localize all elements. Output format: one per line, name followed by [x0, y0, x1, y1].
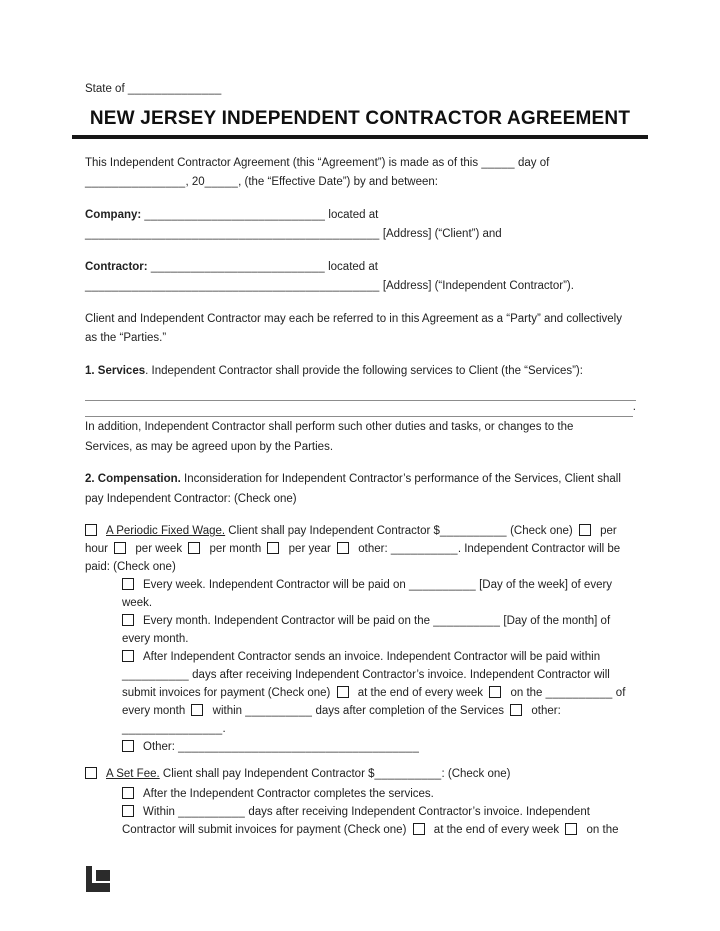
paragraph-sub-week	[85, 576, 636, 612]
text-span: per month	[206, 543, 265, 555]
text-span: Client and Independent Contractor may each be referred to in this Agreement as a “Party” and collectively	[85, 312, 622, 325]
text-span: as the “Parties.”	[85, 332, 167, 344]
text-line	[85, 470, 636, 490]
text-line	[85, 402, 636, 417]
text-line	[85, 765, 636, 783]
text-span: In addition, Independent Contractor shall perform such other duties and tasks, or changes to the	[85, 421, 574, 433]
text-span: A Set Fee.	[106, 768, 160, 780]
text-span: [Day of the week] of every	[475, 579, 613, 591]
text-line	[85, 540, 636, 558]
fill-blank[interactable]: ____________________________________________	[85, 280, 380, 292]
text-line	[85, 630, 636, 648]
fill-blank[interactable]: __________	[374, 768, 442, 780]
fill-blank[interactable]: __________	[245, 705, 313, 717]
text-span: [Day of the month] of	[500, 615, 611, 627]
checkbox[interactable]	[337, 542, 349, 554]
fill-blank[interactable]: __________	[408, 579, 476, 591]
text-span: submit invoices for payment (Check one)	[122, 687, 334, 699]
fill-blank[interactable]: ______________	[127, 83, 222, 95]
text-line	[85, 258, 636, 278]
paragraph-sub-other	[85, 738, 636, 756]
text-line	[85, 386, 636, 401]
checkbox[interactable]	[122, 740, 134, 752]
text-span: located at	[324, 260, 378, 273]
text-span: day of	[514, 156, 550, 169]
text-line	[85, 362, 636, 382]
text-span: , (the “Effective Date”) by and between:	[238, 176, 438, 188]
paragraph-compensation	[85, 470, 636, 509]
text-span: State of	[85, 83, 128, 95]
fill-blank[interactable]: _______________	[122, 723, 223, 735]
text-span: . Independent Contractor shall provide the following services to Client (the “Services”):	[145, 364, 583, 377]
text-line	[85, 418, 636, 438]
text-span: After Independent Contractor sends an invoice. Independent Contractor will be paid within	[143, 651, 601, 663]
paragraph-state	[85, 80, 636, 100]
text-span: Within	[143, 806, 179, 818]
text-line	[85, 310, 636, 330]
text-line	[85, 738, 636, 756]
checkbox[interactable]	[122, 614, 134, 626]
fill-blank[interactable]: __________	[390, 543, 458, 555]
fill-blank[interactable]: __________________________	[150, 260, 325, 273]
paragraph-sub-invoice	[85, 648, 636, 738]
text-span: at the end of every week	[430, 824, 563, 836]
text-line	[85, 803, 636, 821]
text-span: of	[612, 687, 626, 699]
text-line	[85, 648, 636, 666]
text-span: every month.	[122, 633, 189, 645]
text-span: [Address] (“Client”) and	[379, 228, 502, 240]
text-span: Client shall pay Independent Contractor $	[225, 525, 440, 537]
text-span: days after completion of the Services	[312, 705, 508, 717]
text-span: hour	[85, 543, 112, 555]
text-span: : (Check one)	[441, 768, 511, 780]
text-span: Services, as may be agreed upon by the Parties.	[85, 440, 334, 453]
text-span: at the end of every week	[354, 687, 487, 699]
fill-blank[interactable]: __________	[439, 525, 507, 537]
fill-blank[interactable]: ____________________________________	[178, 741, 420, 753]
text-span: other:	[528, 705, 561, 717]
text-line	[85, 720, 636, 738]
text-span: days after receiving Independent Contractor’s invoice. Independent Contractor will	[188, 669, 610, 681]
paragraph-contractor	[85, 258, 636, 297]
text-span: Every month. Independent Contractor will be paid on the	[143, 615, 434, 627]
text-line	[85, 154, 636, 174]
paragraph-service-rules	[85, 386, 636, 417]
paragraph-addition	[85, 418, 636, 457]
text-span: .	[632, 400, 636, 413]
paragraph-sub-completes	[85, 785, 636, 803]
fill-blank[interactable]: __________	[122, 669, 189, 681]
text-span: 2. Compensation.	[85, 473, 181, 485]
paragraph-services	[85, 362, 636, 382]
legal-templates-logo	[86, 866, 110, 892]
paragraph-setfee	[85, 765, 636, 783]
text-line	[85, 522, 636, 540]
fill-blank[interactable]: __________	[433, 615, 501, 627]
fill-blank[interactable]: __________	[178, 806, 246, 818]
paragraph-sub-month	[85, 612, 636, 648]
paragraph-periodic	[85, 522, 636, 576]
checkbox[interactable]	[85, 524, 97, 536]
checkbox[interactable]	[337, 686, 349, 698]
text-line	[85, 684, 636, 702]
text-line	[85, 206, 636, 226]
checkbox[interactable]	[510, 704, 522, 716]
text-span: This Independent Contractor Agreement (this “Agreement”) is made as of this	[85, 156, 482, 169]
text-line	[85, 785, 636, 803]
text-span: 1. Services	[85, 364, 146, 377]
text-span: (Check one)	[506, 525, 576, 537]
text-line	[85, 329, 636, 349]
checkbox[interactable]	[565, 823, 577, 835]
document-title: NEW JERSEY INDEPENDENT CONTRACTOR AGREEMENT	[72, 106, 648, 139]
text-line	[85, 438, 636, 458]
services-fill-line[interactable]	[85, 414, 633, 417]
text-span: located at	[325, 208, 379, 221]
text-span: . Independent Contractor will be	[457, 543, 621, 555]
text-span: on the	[507, 687, 546, 699]
paragraph-sub-within	[85, 803, 636, 839]
text-span: Contractor:	[85, 260, 151, 273]
checkbox[interactable]	[191, 704, 203, 716]
fill-blank[interactable]: __________	[545, 687, 613, 699]
paragraph-intro	[85, 154, 636, 193]
text-span: per year	[285, 543, 335, 555]
checkbox[interactable]	[122, 578, 134, 590]
text-span: .	[222, 723, 226, 735]
text-span: on the	[583, 824, 619, 836]
checkbox[interactable]	[413, 823, 425, 835]
logo-bottom-bar	[86, 883, 110, 892]
checkbox[interactable]	[267, 542, 279, 554]
paragraph-parties	[85, 310, 636, 349]
checkbox[interactable]	[188, 542, 200, 554]
text-span: days after receiving Independent Contractor’s invoice. Independent	[245, 806, 590, 818]
text-span: per	[596, 525, 617, 537]
fill-blank[interactable]: ____________________________________________	[85, 228, 380, 240]
text-line	[85, 666, 636, 684]
text-span: paid: (Check one)	[85, 561, 176, 573]
paragraph-company	[85, 206, 636, 245]
fill-blank[interactable]: _____	[481, 156, 515, 169]
logo-square	[96, 870, 110, 881]
text-span: other:	[355, 543, 391, 555]
text-span: week.	[122, 597, 153, 609]
text-span: , 20	[185, 176, 205, 188]
checkbox[interactable]	[122, 787, 134, 799]
text-span: Client shall pay Independent Contractor $	[159, 768, 375, 780]
text-line	[85, 277, 636, 297]
text-line	[85, 173, 636, 193]
text-span: [Address] (“Independent Contractor”).	[379, 280, 574, 292]
text-span: Inconsideration for Independent Contractor’s performance of the Services, Client shall	[180, 473, 621, 485]
text-line	[85, 576, 636, 594]
text-span: every month	[122, 705, 189, 717]
text-span: Contractor will submit invoices for payment (Check one)	[122, 824, 410, 836]
text-span: pay Independent Contractor: (Check one)	[85, 492, 297, 505]
text-span: Other:	[143, 741, 179, 753]
text-line	[85, 612, 636, 630]
fill-blank[interactable]: ___________________________	[144, 208, 326, 221]
checkbox[interactable]	[122, 650, 134, 662]
text-line	[85, 225, 636, 245]
text-line	[85, 558, 636, 576]
checkbox[interactable]	[489, 686, 501, 698]
checkbox[interactable]	[114, 542, 126, 554]
checkbox[interactable]	[85, 767, 97, 779]
checkbox[interactable]	[579, 524, 591, 536]
text-line	[85, 80, 636, 100]
text-span: within	[209, 705, 246, 717]
text-span: Every week. Independent Contractor will be paid on	[143, 579, 409, 591]
text-line	[85, 594, 636, 612]
text-span: Company:	[85, 208, 145, 221]
checkbox[interactable]	[122, 805, 134, 817]
text-line	[85, 821, 636, 839]
text-line	[85, 490, 636, 510]
text-line	[85, 702, 636, 720]
text-span: per week	[132, 543, 186, 555]
services-fill-line[interactable]	[85, 398, 636, 401]
fill-blank[interactable]: _____	[204, 176, 239, 188]
fill-blank[interactable]: _______________	[85, 176, 186, 188]
text-span: A Periodic Fixed Wage.	[106, 525, 226, 537]
text-span: After the Independent Contractor completes the services.	[143, 788, 434, 800]
